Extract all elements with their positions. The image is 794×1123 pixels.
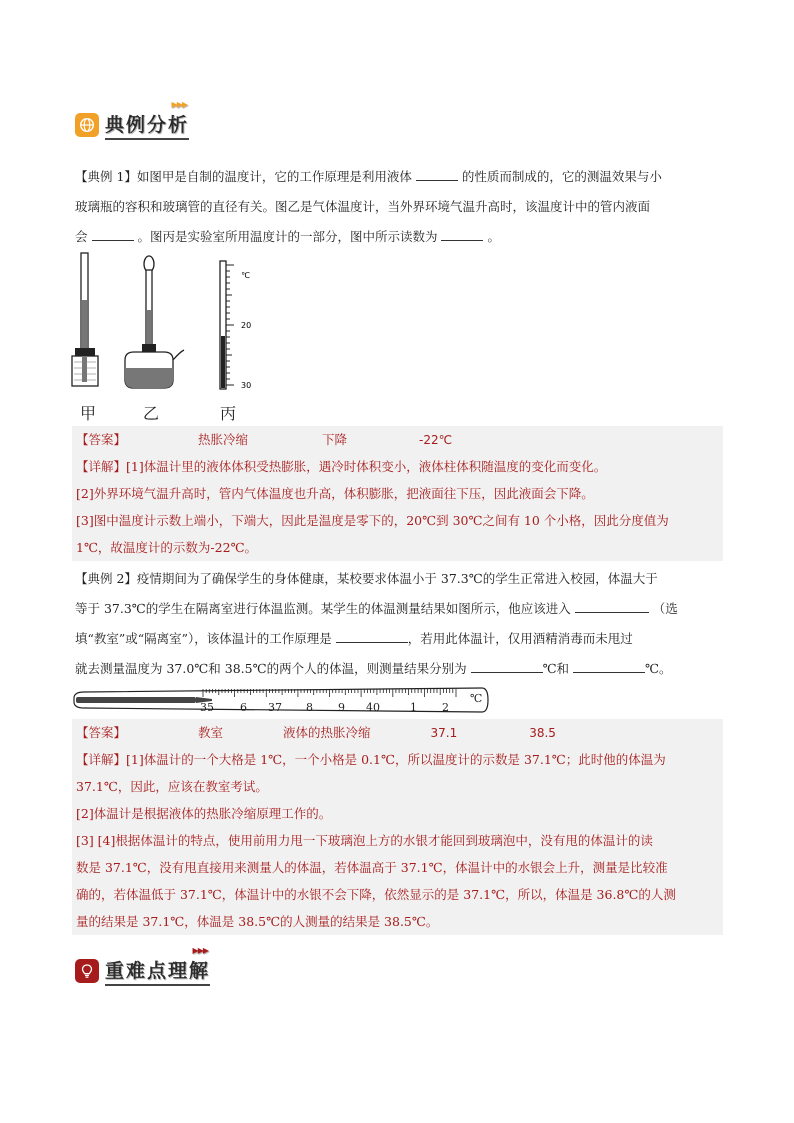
example2-answer-box xyxy=(72,719,723,935)
example1-answer-box xyxy=(72,426,723,561)
answer-value: 下降 xyxy=(322,432,348,447)
answer-label: 【答案】 xyxy=(76,432,127,447)
answer-blank xyxy=(471,660,543,673)
answer-value: 37.1 xyxy=(430,726,458,740)
explain-text: 量的结果是 37.1℃，体温是 38.5℃的人测量的结果是 38.5℃。 xyxy=(76,914,439,929)
answer-row xyxy=(72,719,723,746)
figure-label-yi: 乙 xyxy=(143,404,160,423)
thermometer-tick-label: 1 xyxy=(410,701,417,714)
section-title: 典例分析 ▶▶▶ xyxy=(105,110,189,140)
arrows-icon: ▶▶▶ xyxy=(192,946,209,955)
thermometer-tick-label: 37 xyxy=(268,701,282,714)
answer-blank xyxy=(336,630,408,643)
figure-label-bing: 丙 xyxy=(220,404,237,423)
answer-value: -22℃ xyxy=(419,433,453,447)
explain-text: 37.1℃，因此，应该在教室考试。 xyxy=(76,779,268,794)
explain-row xyxy=(72,453,723,480)
thermometer-tick-label: 35 xyxy=(200,701,214,714)
thermometer-tick-label: 8 xyxy=(306,701,313,714)
explain-label: 【详解】 xyxy=(76,459,127,474)
arrows-icon: ▶▶▶ xyxy=(171,100,188,109)
answer-blank xyxy=(573,660,645,673)
thermometer-tick-label: 9 xyxy=(338,701,345,714)
example1-question: 【典例 1】如图甲是自制的温度计，它的工作原理是利用液体 的性质而制成的，它的测温效果与小 玻璃瓶的容积和玻璃管的直径有关。图乙是气体温度计，当外界环境气温升高时，该温度计中的管内液面 会 。图丙是实验室所用温度计的一部分，图中所示读数为 。 xyxy=(75,169,662,244)
explain-text: [3] [4]根据体温计的特点，使用前用力甩一下玻璃泡上方的水银才能回到玻璃泡中，没有甩的体温计的读 xyxy=(76,833,653,848)
section-header-key-points xyxy=(75,946,211,988)
explain-row xyxy=(72,827,723,854)
answer-blank xyxy=(92,228,134,241)
clinical-thermometer xyxy=(72,686,492,714)
thermometer-tick-label: 40 xyxy=(366,701,380,714)
globe-icon xyxy=(75,113,99,137)
scale-tick-label: 20 xyxy=(241,321,252,330)
explain-row xyxy=(72,854,723,881)
lab-thermometer-scale xyxy=(220,261,251,390)
homemade-thermometer xyxy=(72,253,98,386)
figure-thermometers xyxy=(70,252,290,397)
thermometer-tick-label: 2 xyxy=(442,701,449,714)
explain-row xyxy=(72,800,723,827)
answer-blank xyxy=(575,600,649,613)
explain-text: [3]图中温度计示数上端小，下端大，因此是温度是零下的，20℃到 30℃之间有 10 个小格，因此分度值为 xyxy=(76,513,669,528)
explain-label: 【详解】 xyxy=(76,752,127,767)
scale-tick-label: 30 xyxy=(241,381,252,390)
gas-thermometer xyxy=(125,256,184,388)
scale-unit: ℃ xyxy=(241,271,250,280)
explain-row xyxy=(72,881,723,908)
explain-text: 1℃，故温度计的示数为-22℃。 xyxy=(76,540,258,555)
thermometer-tick-label: 6 xyxy=(240,701,247,714)
section-title: 重难点理解 ▶▶▶ xyxy=(105,956,210,986)
thermometer-unit: ℃ xyxy=(470,692,483,705)
lightbulb-icon xyxy=(75,959,99,983)
answer-blank xyxy=(441,228,483,241)
answer-value: 热胀冷缩 xyxy=(198,432,249,447)
explain-text: 数是 37.1℃，没有甩直接用来测量人的体温，若体温高于 37.1℃，体温计中的水银会上升，测量是比较准 xyxy=(76,860,668,875)
explain-text: [1]体温计的一个大格是 1℃，一个小格是 0.1℃，所以温度计的示数是 37.1℃；此时他的体温为 xyxy=(126,752,666,767)
answer-label: 【答案】 xyxy=(76,725,127,740)
explain-text: [1]体温计里的液体体积受热膨胀，遇冷时体积变小，液体柱体积随温度的变化而变化。 xyxy=(126,459,607,474)
answer-value: 教室 xyxy=(198,725,224,740)
figure-label-jia: 甲 xyxy=(80,404,97,423)
explain-row xyxy=(72,507,723,534)
explain-row xyxy=(72,534,723,561)
section-header-analysis xyxy=(75,100,190,142)
answer-row xyxy=(72,426,723,453)
example2-question: 【典例 2】疫情期间为了确保学生的身体健康，某校要求体温小于 37.3℃的学生正常进入校园，体温大于 等于 37.3℃的学生在隔离室进行体温监测。某学生的体温测量结果如图所示，他应该进入 （选 填“教室”或“隔离室”），该体温计的工作原理是 ，若用此体温计，仅用酒精消毒而未甩过 就去测量温度为 37.0℃和 38.5℃的两个人的体温，则测量结果分别为 ℃和 ℃。 xyxy=(75,571,678,676)
explain-row xyxy=(72,908,723,935)
answer-value: 38.5 xyxy=(529,726,556,740)
explain-row xyxy=(72,773,723,800)
answer-blank xyxy=(416,168,458,181)
explain-row xyxy=(72,480,723,507)
answer-value: 液体的热胀冷缩 xyxy=(283,725,371,740)
explain-text: 确的，若体温低于 37.1℃，体温计中的水银不会下降，依然显示的是 37.1℃，所以，体温是 36.8℃的人测 xyxy=(76,887,676,902)
explain-row xyxy=(72,746,723,773)
explain-text: [2]体温计是根据液体的热胀冷缩原理工作的。 xyxy=(76,806,332,821)
explain-text: [2]外界环境气温升高时，管内气体温度也升高，体积膨胀，把液面往下压，因此液面会下降。 xyxy=(76,486,594,501)
